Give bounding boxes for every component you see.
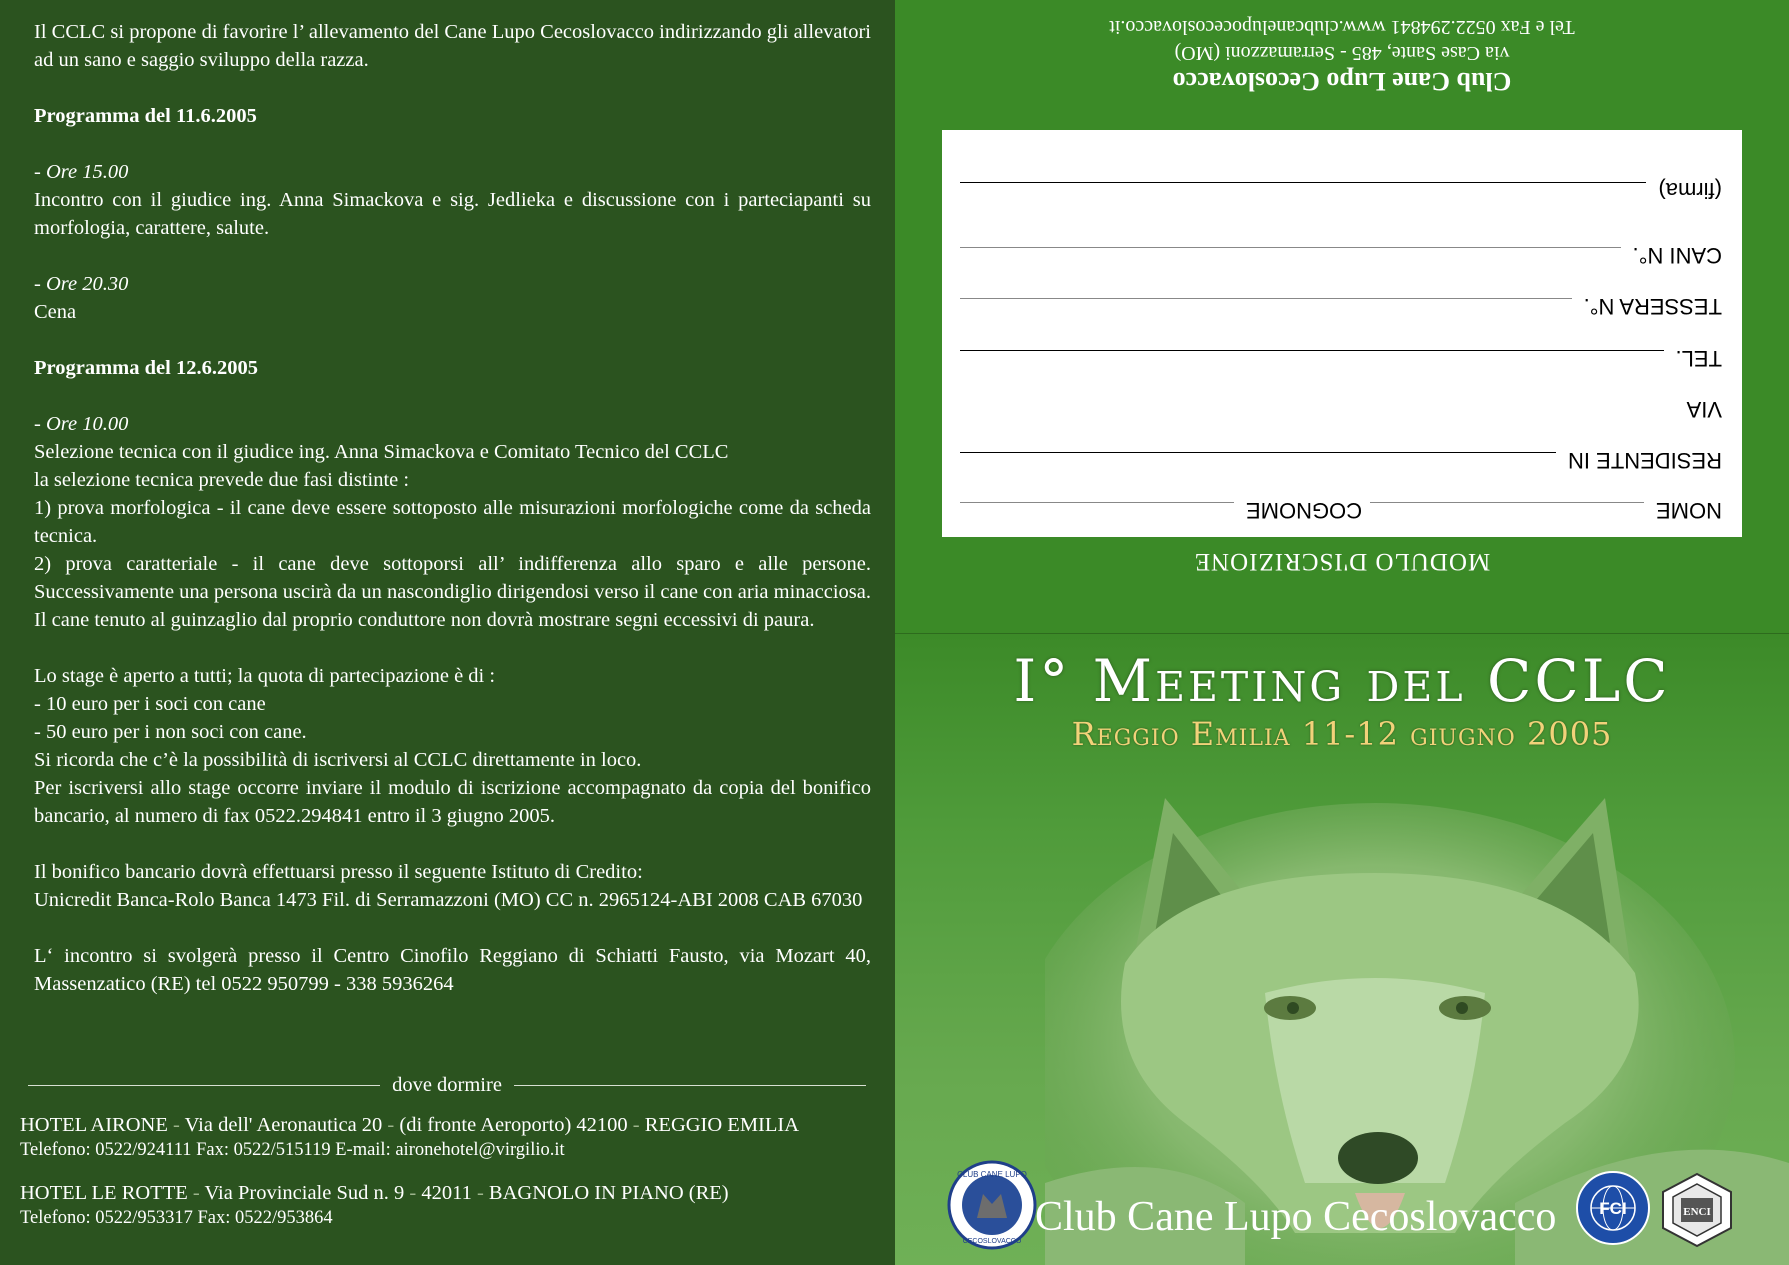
field-cani[interactable] bbox=[960, 247, 1621, 248]
label-nome: NOME bbox=[1656, 498, 1722, 523]
hotel-name: HOTEL AIRONE bbox=[20, 1114, 168, 1136]
day2-time1: - Ore 10.00 bbox=[34, 413, 129, 435]
club-contact-block bbox=[895, 14, 1789, 96]
day1-text2: Cena bbox=[34, 301, 77, 323]
day1-time2: - Ore 20.30 bbox=[34, 273, 129, 295]
hotel-name: HOTEL LE ROTTE bbox=[20, 1182, 188, 1204]
day2-line4: 2) prova caratteriale - il cane deve sottoporsi all’ indifferenza allo sparo e alle persone. Successivamente una persona uscirà da un nascondiglio dirigendosi verso il cane con aria minacciosa. Il cane tenuto al guinzaglio dal proprio conduttore non dovrà mostrare segni eccessivi di paura. bbox=[34, 553, 871, 631]
hotel-le-rotte bbox=[20, 1181, 880, 1231]
label-cani: CANI N°. bbox=[1632, 243, 1722, 268]
fci-logo-text: FCI bbox=[1599, 1199, 1627, 1218]
hotel-contacts: Telefono: 0522/924111 Fax: 0522/515119 E-mail: aironehotel@virgilio.it bbox=[20, 1140, 565, 1160]
hotel-address2: (di fronte Aeroporto) 42100 bbox=[399, 1114, 628, 1136]
cover-club-name: Club Cane Lupo Cecoslovacco bbox=[1035, 1194, 1557, 1240]
separator: - bbox=[471, 1182, 489, 1204]
hotel-airone bbox=[20, 1113, 880, 1163]
fees-line5: Per iscriversi allo stage occorre inviare il modulo di iscrizione accompagnato da copia del bonifico bancario, al numero di fax 0522.294841 entro il 3 giugno 2005. bbox=[34, 777, 871, 827]
row-cani bbox=[960, 242, 1722, 268]
divider-line bbox=[514, 1085, 866, 1086]
day1-time1: - Ore 15.00 bbox=[34, 161, 129, 183]
bank-line2: Unicredit Banca-Rolo Banca 1473 Fil. di Serramazzoni (MO) CC n. 2965124-ABI 2008 CAB 67030 bbox=[34, 889, 863, 911]
club-logo bbox=[947, 1160, 1037, 1250]
fees-line4: Si ricorda che c’è la possibilità di iscriversi al CCLC direttamente in loco. bbox=[34, 749, 642, 771]
field-tessera[interactable] bbox=[960, 298, 1572, 299]
row-via bbox=[960, 396, 1722, 422]
panel-separator bbox=[895, 633, 1789, 634]
row-tessera bbox=[960, 293, 1722, 319]
label-tessera: TESSERA N°. bbox=[1583, 294, 1722, 319]
label-tel: TEL. bbox=[1675, 346, 1722, 371]
hotel-city: BAGNOLO IN PIANO (RE) bbox=[488, 1182, 729, 1204]
club-contact: Tel e Fax 0522.294841 www.clubcanelupocecoslovacco.it bbox=[1109, 16, 1575, 38]
venue-text: L‘ incontro si svolgerà presso il Centro Cinofilo Reggiano di Schiatti Fausto, via Mozart 40, Massenzatico (RE) tel 0522 950799 - 338 5936264 bbox=[34, 945, 871, 995]
label-via: VIA bbox=[1686, 397, 1722, 422]
separator: - bbox=[382, 1114, 400, 1136]
row-residente bbox=[960, 447, 1722, 473]
row-firma bbox=[960, 177, 1722, 203]
fees-line3: - 50 euro per i non soci con cane. bbox=[34, 721, 307, 743]
field-nome[interactable] bbox=[1370, 502, 1644, 503]
enci-logo-text: ENCI bbox=[1683, 1206, 1711, 1218]
day2-line1: Selezione tecnica con il giudice ing. Anna Simackova e Comitato Tecnico del CCLC bbox=[34, 441, 729, 463]
separator: - bbox=[404, 1182, 422, 1204]
fci-logo bbox=[1575, 1170, 1651, 1246]
separator: - bbox=[167, 1114, 185, 1136]
registration-form bbox=[942, 130, 1742, 537]
club-name: Club Cane Lupo Cecoslovacco bbox=[1172, 67, 1512, 96]
meeting-subtitle: Reggio Emilia 11-12 giugno 2005 bbox=[1071, 715, 1613, 753]
row-tel bbox=[960, 345, 1722, 371]
hotel-address: Via dell' Aeronautica 20 bbox=[184, 1114, 383, 1136]
label-cognome: COGNOME bbox=[1245, 498, 1363, 523]
day1-heading: Programma del 11.6.2005 bbox=[34, 105, 257, 127]
divider bbox=[28, 1071, 866, 1099]
label-residente: RESIDENTE IN bbox=[1567, 448, 1722, 473]
cover-panel bbox=[895, 633, 1789, 1265]
day2-line3: 1) prova morfologica - il cane deve essere sottoposto alle misurazioni morfologiche come da scheda tecnica. bbox=[34, 497, 871, 547]
day2-heading: Programma del 12.6.2005 bbox=[34, 357, 258, 379]
club-logo-text: CLUB CANE LUPO bbox=[957, 1170, 1027, 1179]
field-via[interactable] bbox=[960, 401, 1675, 402]
bank-line1: Il bonifico bancario dovrà effettuarsi presso il seguente Istituto di Credito: bbox=[34, 861, 643, 883]
separator: - bbox=[187, 1182, 205, 1204]
fees-line2: - 10 euro per i soci con cane bbox=[34, 693, 266, 715]
registration-panel bbox=[895, 0, 1789, 633]
label-firma: (firma) bbox=[1658, 178, 1722, 203]
field-firma[interactable] bbox=[960, 182, 1646, 183]
form-title: MODULO D'ISCRIZIONE bbox=[1193, 548, 1491, 575]
club-logo-text-bottom: CECOSLOVACCO bbox=[962, 1238, 1022, 1245]
row-nome bbox=[960, 497, 1722, 523]
hotel-contacts: Telefono: 0522/953317 Fax: 0522/953864 bbox=[20, 1208, 333, 1228]
divider-line bbox=[28, 1085, 380, 1086]
meeting-title: I° Meeting del CCLC bbox=[1013, 647, 1671, 715]
hotel-city: REGGIO EMILIA bbox=[644, 1114, 800, 1136]
hotel-address: Via Provinciale Sud n. 9 bbox=[204, 1182, 405, 1204]
separator: - bbox=[627, 1114, 645, 1136]
field-tel[interactable] bbox=[960, 350, 1664, 351]
field-cognome[interactable] bbox=[960, 502, 1234, 503]
day2-line2: la selezione tecnica prevede due fasi distinte : bbox=[34, 469, 410, 491]
enci-logo bbox=[1657, 1170, 1737, 1250]
hotel-address2: 42011 bbox=[421, 1182, 472, 1204]
day1-text1: Incontro con il giudice ing. Anna Simackova e sig. Jedlieka e discussione con i parteciapanti su morfologia, carattere, salute. bbox=[34, 189, 871, 239]
field-residente[interactable] bbox=[960, 452, 1556, 453]
registration-panel-rotated bbox=[895, 0, 1789, 633]
club-address: via Case Sante, 485 - Serramazzoni (MO) bbox=[1174, 42, 1510, 64]
divider-label: dove dormire bbox=[392, 1074, 502, 1096]
intro-text: Il CCLC si propone di favorire l’ allevamento del Cane Lupo Cecoslovacco indirizzando gli allevatori ad un sano e saggio sviluppo della razza. bbox=[34, 21, 871, 71]
fees-line1: Lo stage è aperto a tutti; la quota di partecipazione è di : bbox=[34, 665, 496, 687]
